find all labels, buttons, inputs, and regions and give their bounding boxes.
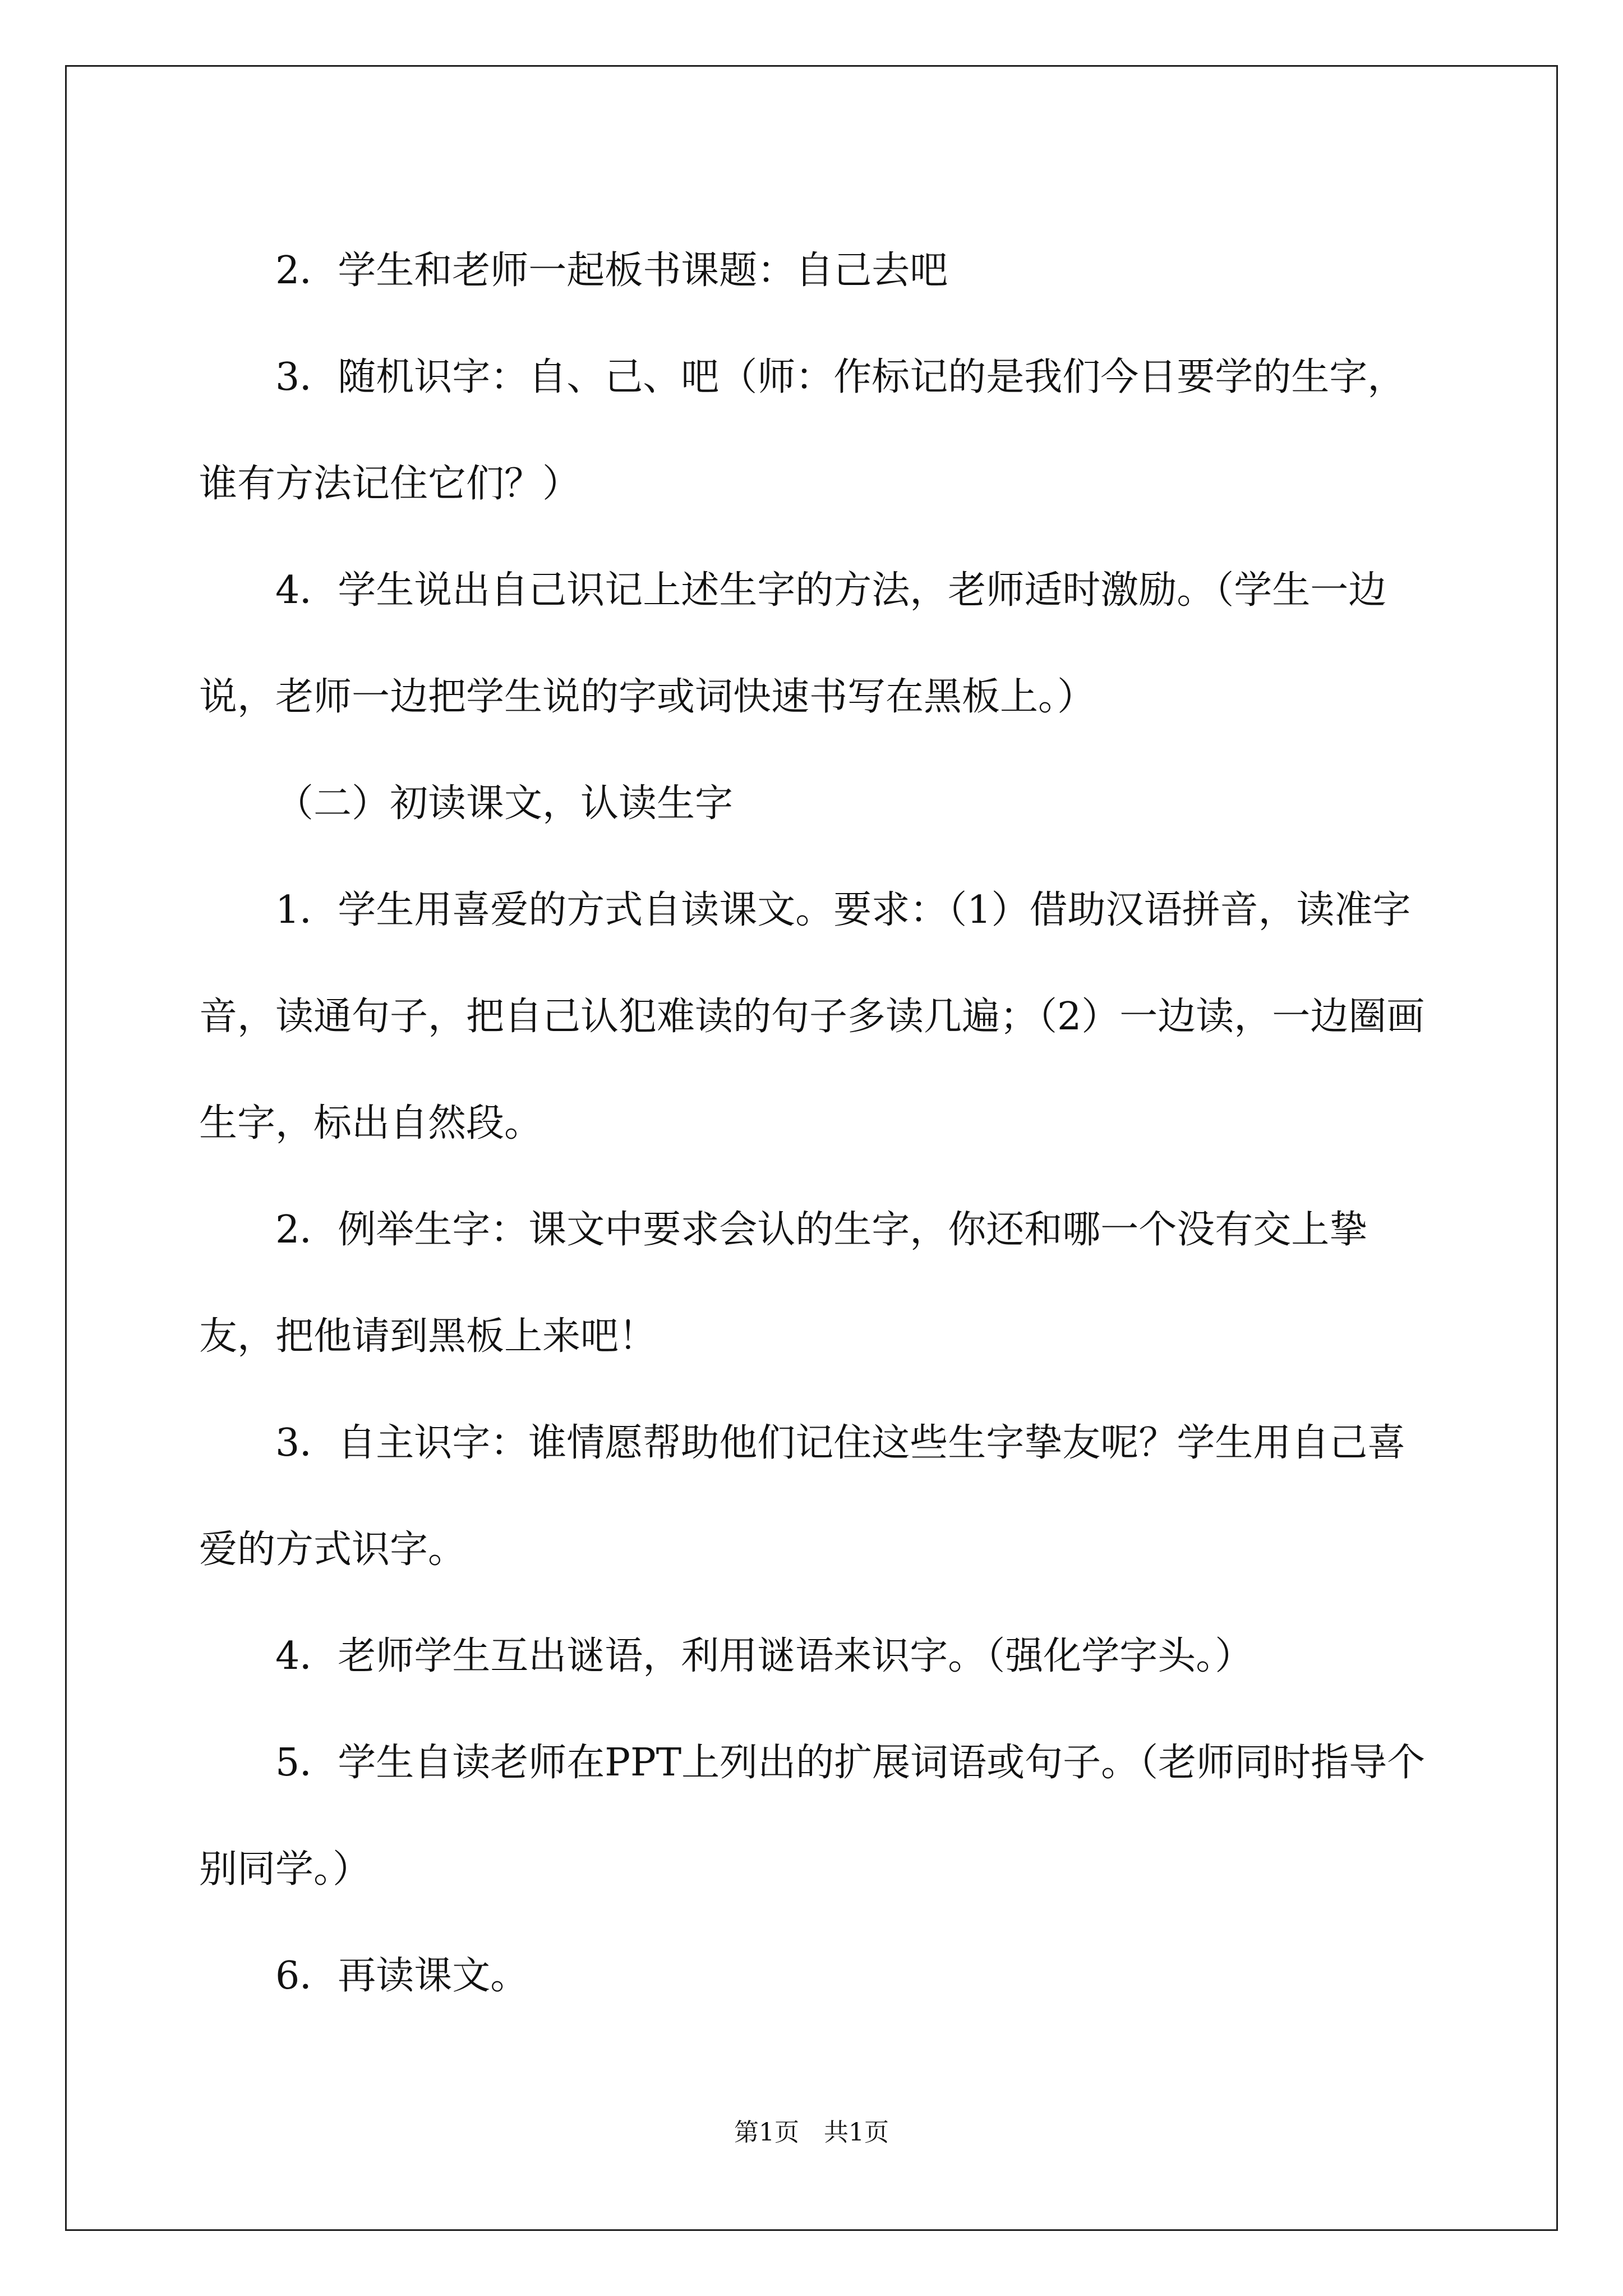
paragraph-4-memory-methods: 4．学生说出自己识记上述生字的方法，老师适时激励。（学生一边说，老师一边把学生说的字或词快速书写在黑板上。）	[199, 568, 1387, 719]
paragraph-5-ppt-words: 5．学生自读老师在PPT上列出的扩展词语或句子。（老师同时指导个别同学。）	[199, 1741, 1426, 1892]
paragraph-6-reread: 6．再读课文。	[275, 1954, 529, 1998]
paragraph-3-self-literacy: 3．自主识字：谁情愿帮助他们记住这些生字挚友呢？学生用自己喜爱的方式识字。	[199, 1421, 1406, 1572]
paragraph-1-self-reading: 1．学生用喜爱的方式自读课文。要求：（1）借助汉语拼音，读准字音，读通句子，把自己认犯难读的句子多读几遍；（2）一边读，一边圈画生字，标出自然段。	[199, 888, 1425, 1145]
paragraph-2-board-title: 2．学生和老师一起板书课题：自己去吧	[275, 249, 948, 293]
paragraph-3-random-literacy: 3．随机识字：自、己、吧（师：作标记的是我们今日要学的生字，谁有方法记住它们？）	[199, 355, 1406, 506]
page-footer: 第1页 共1页	[734, 2118, 889, 2147]
section-heading-first-reading: （二）初读课文，认读生字	[275, 781, 734, 826]
paragraph-2-list-characters: 2．例举生字：课文中要求会认的生字，你还和哪一个没有交上挚友，把他请到黑板上来吧！	[199, 1208, 1368, 1359]
paragraph-4-riddles: 4．老师学生互出谜语，利用谜语来识字。（强化学字头。）	[275, 1634, 1253, 1678]
document-body	[199, 218, 1427, 2030]
